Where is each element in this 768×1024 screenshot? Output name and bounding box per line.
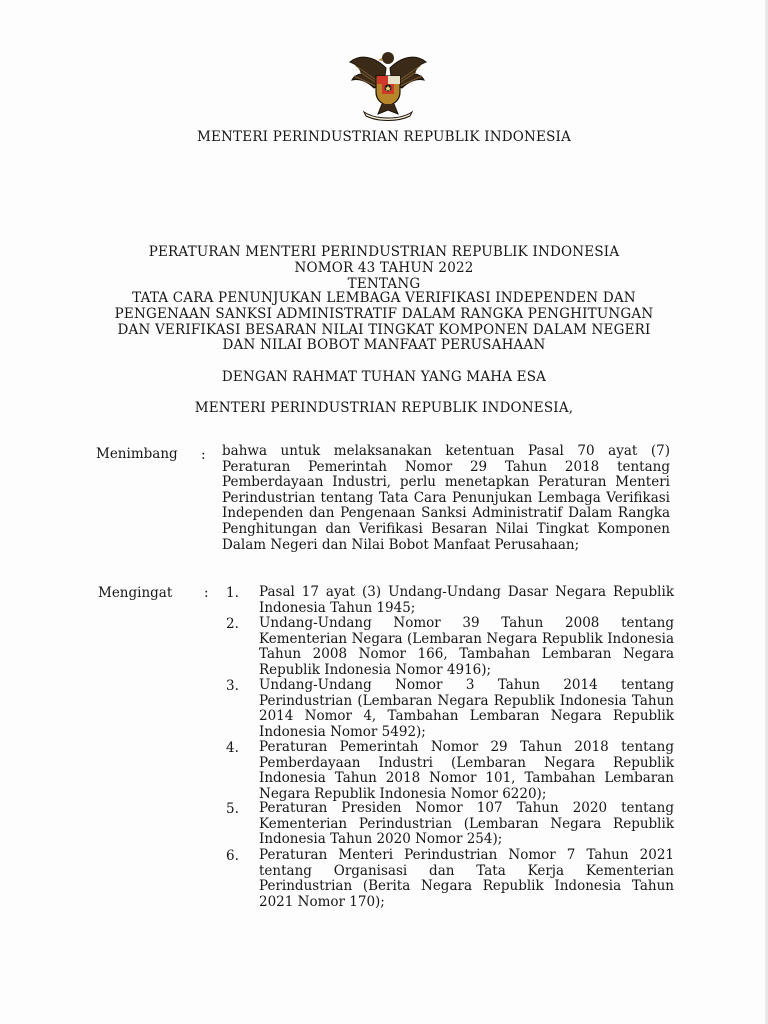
mengingat-colon: : [204,585,209,601]
grace-statement: DENGAN RAHMAT TUHAN YANG MAHA ESA [221,369,547,385]
mengingat-item-text: Undang-Undang Nomor 39 Tahun 2008 tentang Kementerian Negara (Lembaran Negara Republik Indonesia Tahun 2008 Nomor 166, Tambahan Lembaran Negara Republik Indonesia Nomor 4916); [259,615,674,678]
mengingat-label: Mengingat [98,585,173,601]
mengingat-item-text: Undang-Undang Nomor 3 Tahun 2014 tentang Perindustrian (Lembaran Negara Republik Indonesia Tahun 2014 Nomor 4, Tambahan Lembaran Negara Republik Indonesia Nomor 5492); [259,677,674,740]
regulation-title: PERATURAN MENTERI PERINDUSTRIAN REPUBLIK INDONESIA [148,244,620,260]
mengingat-item-number: 4. [226,740,239,756]
mengingat-item-number: 5. [226,801,239,817]
regulation-subject-line: DAN NILAI BOBOT MANFAAT PERUSAHAAN [222,337,546,353]
issuer-statement: MENTERI PERINDUSTRIAN REPUBLIK INDONESIA, [194,400,574,416]
mengingat-item-number: 3. [226,678,239,694]
regulation-about: TENTANG [347,276,421,292]
mengingat-item-number: 1. [226,585,239,601]
mengingat-item-number: 2. [226,616,239,632]
regulation-subject-line: DAN VERIFIKASI BESARAN NILAI TINGKAT KOMPONEN DALAM NEGERI [117,322,651,338]
mengingat-item-text: Peraturan Pemerintah Nomor 29 Tahun 2018 tentang Pemberdayaan Industri (Lembaran Negara Republik Indonesia Tahun 2018 Nomor 101, Tambahan Lembaran Negara Republik Indonesia Nomor 6220); [259,739,674,802]
mengingat-item-text: Peraturan Menteri Perindustrian Nomor 7 Tahun 2021 tentang Organisasi dan Tata Kerja Kementerian Perindustrian (Berita Negara Republik Indonesia Tahun 2021 Nomor 170); [259,847,674,910]
regulation-subject-line: PENGENAAN SANKSI ADMINISTRATIF DALAM RANGKA PENGHITUNGAN [114,306,654,322]
garuda-pancasila-emblem-icon [346,46,430,122]
menimbang-colon: : [201,447,206,463]
menimbang-label: Menimbang [96,446,178,462]
regulation-subject-line: TATA CARA PENUNJUKAN LEMBAGA VERIFIKASI INDEPENDEN DAN [132,290,636,306]
mengingat-item-text: Peraturan Presiden Nomor 107 Tahun 2020 tentang Kementerian Perindustrian (Lembaran Negara Republik Indonesia Tahun 2020 Nomor 254); [259,800,674,848]
ministry-heading: MENTERI PERINDUSTRIAN REPUBLIK INDONESIA [196,129,572,145]
mengingat-item-text: Pasal 17 ayat (3) Undang-Undang Dasar Negara Republik Indonesia Tahun 1945; [259,584,674,616]
mengingat-item-number: 6. [226,848,239,864]
menimbang-text: bahwa untuk melaksanakan ketentuan Pasal 70 ayat (7) Peraturan Pemerintah Nomor 29 Tahun 2018 tentang Pemberdayaan Industri, perlu menetapkan Peraturan Menteri Perindustrian tentang Tata Cara Penunjukan Lembaga Verifikasi Independen dan Pengenaan Sanksi Administratif Dalam Rangka Penghitungan dan Verifikasi Besaran Nilai Tingkat Komponen Dalam Negeri dan Nilai Bobot Manfaat Perusahaan; [222,443,670,553]
regulation-number: NOMOR 43 TAHUN 2022 [294,260,474,276]
